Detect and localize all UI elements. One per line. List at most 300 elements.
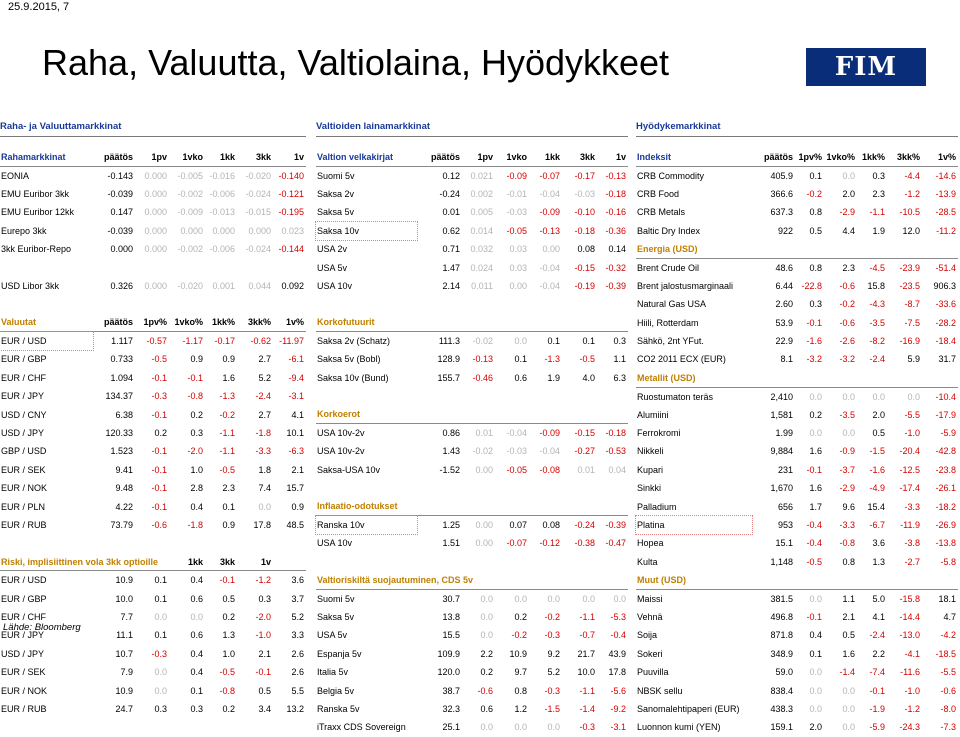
value-cell: -0.016 xyxy=(209,170,235,181)
value-cell: 405.9 xyxy=(770,170,793,181)
value-cell: -0.2 xyxy=(511,630,527,641)
table-row xyxy=(316,350,628,368)
value-cell xyxy=(752,571,795,589)
value-cell: 0.3 xyxy=(154,703,167,714)
value-cell: 0.0 xyxy=(842,685,855,696)
value-cell: 2.2 xyxy=(872,648,885,659)
row-label: EUR / NOK xyxy=(1,685,48,696)
value-cell: -0.3 xyxy=(544,630,560,641)
value-cell: 0.08 xyxy=(542,520,560,531)
value-cell: 0.0 xyxy=(154,611,167,622)
value-cell: -28.5 xyxy=(935,207,956,218)
value-cell: 1.6 xyxy=(809,483,822,494)
value-cell xyxy=(562,405,597,423)
value-cell: -8.2 xyxy=(869,336,885,347)
row-label: Natural Gas USA xyxy=(637,299,707,310)
value-cell: -0.24 xyxy=(439,188,460,199)
value-cell: 1v xyxy=(237,553,273,571)
value-cell xyxy=(205,295,237,313)
value-cell: 1pv xyxy=(135,148,169,166)
value-cell: -7.5 xyxy=(904,317,920,328)
value-cell: 0.9 xyxy=(222,520,235,530)
value-cell: 43.9 xyxy=(608,648,626,659)
value-cell: 30.7 xyxy=(442,593,460,604)
row-label: USD Libor 3kk xyxy=(1,280,60,291)
value-cell: 348.9 xyxy=(770,648,793,659)
value-cell: 1.6 xyxy=(222,372,235,383)
value-cell: -3.3 xyxy=(255,446,271,457)
value-cell: 0.00 xyxy=(475,538,493,549)
value-cell: 1vko xyxy=(169,148,205,166)
value-cell: -0.07 xyxy=(539,170,560,181)
row-label: EUR / NOK xyxy=(1,483,48,494)
value-cell: 0.000 xyxy=(144,170,167,181)
value-cell: -1.0 xyxy=(255,630,271,641)
value-cell: 0.000 xyxy=(144,225,167,236)
value-cell: 0.2 xyxy=(514,611,527,622)
spacer-row xyxy=(316,553,628,571)
value-cell: -14.4 xyxy=(899,611,920,622)
value-cell xyxy=(93,295,135,313)
value-cell xyxy=(922,240,958,258)
spacer-row xyxy=(0,258,306,276)
row-label: Belgia 5v xyxy=(317,685,355,696)
value-cell: 0.092 xyxy=(281,280,304,291)
value-cell: 1.3 xyxy=(222,630,235,641)
value-cell: -8.0 xyxy=(940,703,956,714)
value-cell: -0.020 xyxy=(177,280,203,291)
value-cell: 0.3 xyxy=(258,593,271,604)
value-cell: -0.1 xyxy=(151,483,167,494)
row-label: CRB Commodity xyxy=(637,170,705,181)
value-cell: -0.09 xyxy=(539,428,560,439)
value-cell: -0.015 xyxy=(245,207,271,218)
table-row xyxy=(0,645,306,663)
value-cell: 0.4 xyxy=(809,630,822,641)
value-cell: -17.4 xyxy=(899,483,920,494)
value-cell: 15.7 xyxy=(286,483,304,494)
value-cell xyxy=(529,571,562,589)
value-cell: -0.002 xyxy=(177,244,203,255)
value-cell: 0.0 xyxy=(154,667,167,678)
section-header-row xyxy=(636,369,958,387)
value-cell: -18.2 xyxy=(935,501,956,512)
row-label: EUR / SEK xyxy=(1,464,46,475)
value-cell: -0.020 xyxy=(245,170,271,181)
value-cell: 0.71 xyxy=(442,244,460,255)
table-row xyxy=(636,405,958,423)
value-cell: 0.000 xyxy=(144,207,167,218)
value-cell: 1pv xyxy=(462,148,495,166)
value-cell: -0.02 xyxy=(472,446,493,457)
value-cell: -4.9 xyxy=(869,483,885,494)
value-cell: 0.1 xyxy=(154,593,167,604)
value-cell: -0.15 xyxy=(574,428,595,439)
table-row xyxy=(636,700,958,718)
value-cell: 0.0 xyxy=(842,391,855,402)
value-cell: 2.0 xyxy=(872,409,885,420)
table-row xyxy=(0,497,306,515)
section-header-row xyxy=(316,148,628,166)
value-cell: 3.6 xyxy=(872,538,885,549)
value-cell: -0.8 xyxy=(187,391,203,402)
value-cell: 0.0 xyxy=(809,703,822,714)
value-cell: 2.3 xyxy=(222,483,235,494)
value-cell: -1.5 xyxy=(544,703,560,714)
value-cell: 0.147 xyxy=(110,207,133,218)
value-cell: 0.0 xyxy=(514,336,527,347)
value-cell: 1.25 xyxy=(442,520,460,531)
table-row xyxy=(316,442,628,460)
value-cell: 0.3 xyxy=(809,299,822,310)
spacer-row xyxy=(316,387,628,405)
value-cell: -20.4 xyxy=(899,446,920,457)
section-header-row xyxy=(636,148,958,166)
row-label: Rahamarkkinat xyxy=(0,148,93,166)
value-cell: -0.01 xyxy=(506,188,527,199)
value-cell: 0.6 xyxy=(514,372,527,383)
row-label xyxy=(0,534,93,552)
government-bonds-table xyxy=(316,148,628,737)
value-cell: 10.0 xyxy=(577,667,595,678)
value-cell xyxy=(857,369,887,387)
value-cell xyxy=(417,479,462,497)
value-cell: 6.3 xyxy=(613,372,626,383)
value-cell: -0.039 xyxy=(107,188,133,199)
value-cell: -0.38 xyxy=(574,538,595,549)
table-row xyxy=(0,277,306,295)
row-label: Saksa 10v (Bund) xyxy=(317,372,389,383)
row-label: EUR / CHF xyxy=(1,372,46,383)
value-cell: 231 xyxy=(777,464,793,475)
value-cell: 2.6 xyxy=(291,667,304,678)
value-cell xyxy=(417,497,462,515)
value-cell: -0.17 xyxy=(574,170,595,181)
value-cell: 0.0 xyxy=(480,611,493,622)
value-cell xyxy=(135,295,169,313)
value-cell: 2.1 xyxy=(258,648,271,659)
value-cell: -0.8 xyxy=(839,538,855,549)
section-header-row xyxy=(0,148,306,166)
table-row xyxy=(0,405,306,423)
value-cell: 155.7 xyxy=(437,372,460,383)
value-cell: -2.9 xyxy=(839,483,855,494)
value-cell xyxy=(597,405,628,423)
value-cell: -13.0 xyxy=(899,630,920,641)
value-cell: -4.5 xyxy=(869,262,885,273)
table-row xyxy=(0,203,306,221)
value-cell: -10.5 xyxy=(899,207,920,218)
value-cell: 0.5 xyxy=(222,593,235,604)
row-label: EUR / USD xyxy=(0,332,93,350)
value-cell: 4.22 xyxy=(115,501,133,512)
value-cell: -5.5 xyxy=(940,667,956,678)
value-cell: 4.1 xyxy=(291,409,304,420)
row-label: EUR / PLN xyxy=(1,501,46,512)
value-cell: -0.143 xyxy=(107,170,133,181)
value-cell: 0.01 xyxy=(475,428,493,439)
value-cell: 0.000 xyxy=(180,225,203,236)
value-cell: -0.12 xyxy=(539,538,560,549)
row-label: Suomi 5v xyxy=(317,170,355,181)
value-cell: -0.6 xyxy=(839,280,855,291)
value-cell: 0.3 xyxy=(190,703,203,714)
value-cell: -0.39 xyxy=(605,280,626,291)
value-cell xyxy=(529,314,562,332)
value-cell xyxy=(795,571,824,589)
value-cell: 0.4 xyxy=(190,667,203,678)
value-cell xyxy=(495,497,529,515)
value-cell xyxy=(495,571,529,589)
row-label: iTraxx CDS Sovereign xyxy=(317,722,406,733)
table-row xyxy=(0,571,306,589)
row-label: Espanja 5v xyxy=(317,648,362,659)
table-row xyxy=(636,718,958,736)
value-cell: 1,670 xyxy=(770,483,793,494)
value-cell: 5.0 xyxy=(872,593,885,604)
spacer-row xyxy=(316,479,628,497)
value-cell: 53.9 xyxy=(775,317,793,328)
value-cell: 0.0 xyxy=(582,593,595,604)
row-label: USD / CNY xyxy=(1,409,47,420)
commodities-table xyxy=(636,148,958,737)
value-cell: 21.7 xyxy=(577,648,595,659)
value-cell: -0.39 xyxy=(605,520,626,531)
value-cell: -0.1 xyxy=(151,409,167,420)
value-cell: -0.2 xyxy=(219,409,235,420)
page-title: Raha, Valuutta, Valtiolaina, Hyödykkeet xyxy=(42,42,670,83)
value-cell: päätös xyxy=(93,314,135,332)
fim-logo: FIM xyxy=(806,48,926,86)
value-cell: 22.9 xyxy=(775,336,793,347)
value-cell: 38.7 xyxy=(442,685,460,696)
value-cell: 1kk% xyxy=(205,314,237,332)
value-cell: -0.17 xyxy=(214,336,235,347)
row-label: Ruostumaton teräs xyxy=(637,391,714,402)
value-cell: 0.733 xyxy=(110,354,133,365)
value-cell: -0.18 xyxy=(605,428,626,439)
value-cell: 0.9 xyxy=(190,354,203,365)
value-cell: 0.0 xyxy=(480,722,493,733)
value-cell: 5.2 xyxy=(291,611,304,622)
value-cell: 24.7 xyxy=(115,703,133,714)
value-cell: 31.7 xyxy=(938,354,956,365)
value-cell: 0.0 xyxy=(480,593,493,604)
value-cell xyxy=(462,405,495,423)
value-cell: 0.12 xyxy=(442,170,460,181)
value-cell: 5.9 xyxy=(907,354,920,365)
value-cell: -0.4 xyxy=(806,538,822,549)
row-label xyxy=(316,295,417,313)
value-cell: -0.09 xyxy=(539,207,560,218)
value-cell xyxy=(169,258,205,276)
value-cell: -5.9 xyxy=(869,722,885,733)
value-cell: 17.8 xyxy=(608,667,626,678)
value-cell xyxy=(237,295,273,313)
row-label: EUR / RUB xyxy=(1,703,47,714)
value-cell: 3.6 xyxy=(291,575,304,586)
divider xyxy=(316,136,628,137)
value-cell: 0.1 xyxy=(154,630,167,641)
row-label: Indeksit xyxy=(636,148,752,166)
row-label: Sinkki xyxy=(637,483,662,494)
table-row xyxy=(0,166,306,184)
value-cell: 0.000 xyxy=(212,225,235,236)
value-cell: 0.0 xyxy=(190,611,203,622)
value-cell: -0.1 xyxy=(806,317,822,328)
row-label: Ranska 10v xyxy=(316,516,417,534)
value-cell: 0.1 xyxy=(190,685,203,696)
value-cell: -0.4 xyxy=(806,520,822,530)
value-cell: -0.46 xyxy=(472,372,493,383)
value-cell: 1.6 xyxy=(842,648,855,659)
value-cell: -0.6 xyxy=(839,317,855,328)
value-cell xyxy=(495,553,529,571)
value-cell xyxy=(169,534,205,552)
row-label: Ranska 5v xyxy=(317,703,360,714)
table-row xyxy=(636,295,958,313)
table-row xyxy=(0,240,306,258)
table-row xyxy=(316,700,628,718)
row-label: USA 10v-2v xyxy=(317,428,365,439)
value-cell: 159.1 xyxy=(770,722,793,733)
spacer-row xyxy=(0,534,306,552)
table-row xyxy=(636,332,958,350)
value-cell: -5.8 xyxy=(940,556,956,567)
value-cell: 1vko% xyxy=(169,314,205,332)
value-cell: 13.8 xyxy=(442,611,460,622)
value-cell: 0.9 xyxy=(222,354,235,365)
value-cell xyxy=(417,314,462,332)
value-cell: 2.7 xyxy=(258,409,271,420)
value-cell xyxy=(93,258,135,276)
value-cell: 871.8 xyxy=(770,630,793,641)
value-cell: 1.51 xyxy=(442,538,460,549)
value-cell xyxy=(887,571,922,589)
value-cell: -0.03 xyxy=(506,207,527,218)
value-cell xyxy=(417,553,462,571)
value-cell: 0.14 xyxy=(608,244,626,255)
value-cell: 9.48 xyxy=(115,483,133,494)
section-header-row xyxy=(0,314,306,332)
value-cell: -3.5 xyxy=(869,317,885,328)
value-cell: 48.6 xyxy=(775,262,793,273)
row-label: Sokeri xyxy=(637,648,663,659)
value-cell: -0.04 xyxy=(539,446,560,457)
value-cell: -0.3 xyxy=(151,648,167,659)
row-label: EUR / JPY xyxy=(1,630,45,641)
value-cell: -0.3 xyxy=(544,685,560,696)
table-row xyxy=(636,608,958,626)
value-cell: -0.6 xyxy=(151,520,167,530)
value-cell: 0.4 xyxy=(190,648,203,659)
row-label: EUR / USD xyxy=(1,575,47,586)
value-cell: -0.32 xyxy=(605,262,626,273)
value-cell: -0.1 xyxy=(151,446,167,457)
value-cell: 0.0 xyxy=(480,630,493,641)
value-cell: 3kk xyxy=(562,148,597,166)
table-row xyxy=(636,645,958,663)
value-cell: 438.3 xyxy=(770,703,793,714)
value-cell: 5.5 xyxy=(291,685,304,696)
table-row xyxy=(0,424,306,442)
table-row xyxy=(316,424,628,442)
value-cell: 1.3 xyxy=(872,556,885,567)
value-cell: 1.0 xyxy=(222,648,235,659)
row-label: Inflaatio-odotukset xyxy=(316,497,417,515)
value-cell: 1.9 xyxy=(872,225,885,236)
value-cell: -11.6 xyxy=(900,667,920,678)
value-cell xyxy=(462,387,495,405)
value-cell xyxy=(462,497,495,515)
value-cell xyxy=(495,314,529,332)
value-cell: 0.000 xyxy=(144,280,167,291)
value-cell xyxy=(887,240,922,258)
value-cell xyxy=(824,369,857,387)
table-row xyxy=(636,350,958,368)
value-cell: -3.2 xyxy=(806,354,822,365)
value-cell xyxy=(597,295,628,313)
value-cell: 0.0 xyxy=(809,391,822,402)
value-cell xyxy=(562,295,597,313)
value-cell: -2.9 xyxy=(839,207,855,218)
table-row xyxy=(636,258,958,276)
value-cell: -1.4 xyxy=(839,667,855,678)
table-row xyxy=(636,516,958,534)
value-cell: -1.6 xyxy=(869,464,885,475)
value-cell: 0.07 xyxy=(509,520,527,531)
table-row xyxy=(0,369,306,387)
value-cell: -5.3 xyxy=(610,611,626,622)
value-cell: -3.1 xyxy=(288,391,304,402)
row-label: GBP / USD xyxy=(1,446,47,457)
value-cell: -2.4 xyxy=(869,354,885,365)
table-row xyxy=(316,645,628,663)
value-cell xyxy=(529,405,562,423)
value-cell: 0.1 xyxy=(222,501,235,512)
value-cell: 0.03 xyxy=(509,244,527,255)
value-cell: -0.002 xyxy=(177,188,203,199)
row-label: Riski, implisiittinen vola 3kk optioille xyxy=(0,553,93,571)
value-cell xyxy=(824,571,857,589)
value-cell: 0.2 xyxy=(222,703,235,714)
value-cell xyxy=(795,369,824,387)
row-label: CRB Food xyxy=(637,188,680,199)
table-row xyxy=(316,663,628,681)
value-cell: -0.1 xyxy=(255,667,271,678)
value-cell: 0.0 xyxy=(809,667,822,678)
value-cell: -26.1 xyxy=(935,483,956,494)
table-row xyxy=(636,314,958,332)
value-cell: 0.2 xyxy=(154,428,167,439)
row-label: Saksa 5v xyxy=(317,611,355,622)
value-cell: -1.1 xyxy=(219,446,235,457)
row-label: Italia 5v xyxy=(317,667,349,678)
value-cell xyxy=(562,497,597,515)
row-label: Saksa 5v xyxy=(317,207,355,218)
table-row xyxy=(0,663,306,681)
value-cell: -0.08 xyxy=(539,464,560,475)
table-row xyxy=(636,461,958,479)
value-cell: 2.6 xyxy=(291,648,304,659)
value-cell: 0.0 xyxy=(154,685,167,696)
row-label: Brent jalostusmarginaali xyxy=(637,280,734,291)
value-cell: 922 xyxy=(777,225,793,236)
table-row xyxy=(0,350,306,368)
value-cell xyxy=(887,369,922,387)
value-cell: 0.0 xyxy=(613,593,626,604)
value-cell xyxy=(857,240,887,258)
